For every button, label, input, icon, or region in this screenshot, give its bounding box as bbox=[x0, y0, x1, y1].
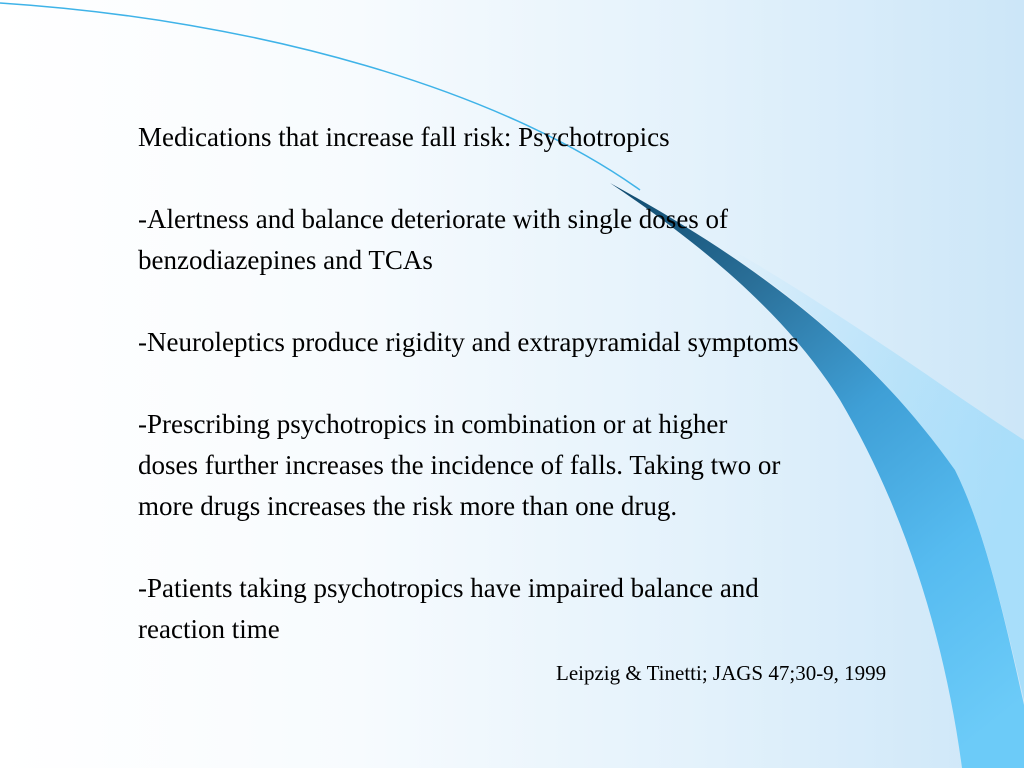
point-3-line-2: doses further increases the incidence of falls. Taking two or bbox=[138, 450, 781, 480]
point-1-line-2: benzodiazepines and TCAs bbox=[138, 245, 433, 275]
spacer bbox=[138, 281, 978, 322]
point-1-line-1: -Alertness and balance deteriorate with single doses of bbox=[138, 204, 729, 234]
citation: Leipzig & Tinetti; JAGS 47;30-9, 1999 bbox=[556, 661, 887, 685]
slide-body bbox=[138, 117, 978, 650]
point-3-line-1: -Prescribing psychotropics in combination or at higher bbox=[138, 409, 728, 439]
spacer bbox=[138, 527, 978, 568]
point-4-line-1: -Patients taking psychotropics have impaired balance and bbox=[138, 573, 759, 603]
spacer bbox=[138, 363, 978, 404]
point-3-line-3: more drugs increases the risk more than one drug. bbox=[138, 491, 678, 521]
slide-title: Medications that increase fall risk: Psychotropics bbox=[138, 122, 670, 152]
point-4-line-2: reaction time bbox=[138, 614, 280, 644]
spacer bbox=[138, 158, 978, 199]
point-2-line-1: -Neuroleptics produce rigidity and extrapyramidal symptoms bbox=[138, 327, 799, 357]
